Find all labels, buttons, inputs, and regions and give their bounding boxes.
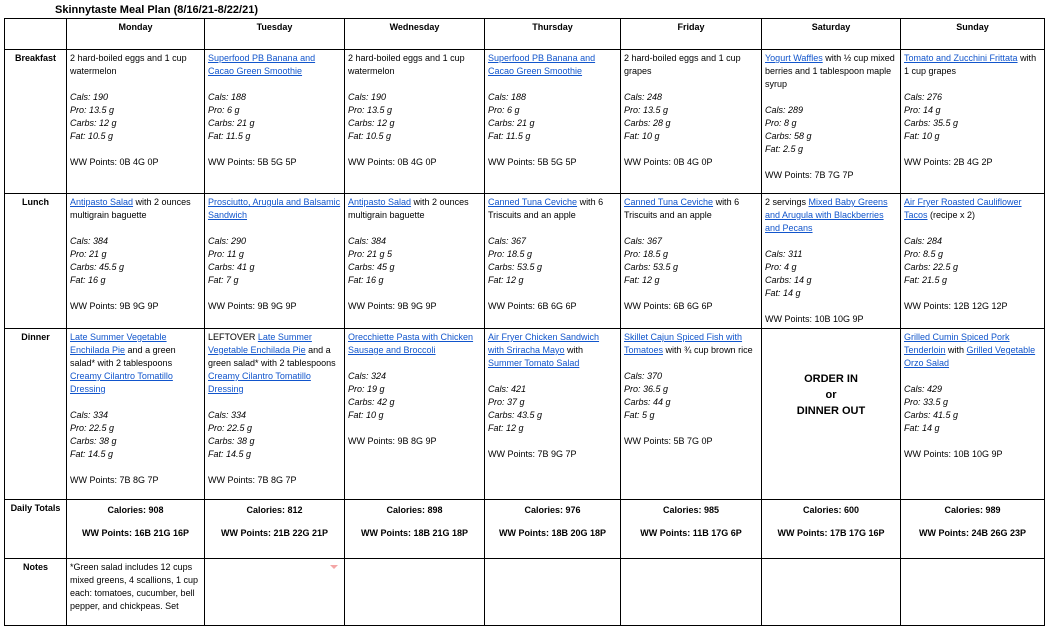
dinner-description xyxy=(904,331,1041,370)
day-header-thursday[interactable]: Thursday xyxy=(485,19,621,50)
breakfast-row xyxy=(5,50,1045,194)
lunch-cell-wednesday[interactable] xyxy=(345,194,485,329)
meal-text: with 6 Triscuits and an apple xyxy=(624,197,740,220)
dinner-description xyxy=(348,331,481,357)
nutrition-cals: Cals: 289 xyxy=(765,105,804,115)
recipe-link[interactable]: Antipasto Salad xyxy=(348,197,412,207)
totals-cell-thursday[interactable] xyxy=(485,500,621,559)
breakfast-cell-tuesday[interactable] xyxy=(205,50,345,194)
recipe-link[interactable]: Creamy Cilantro Tomatillo Dressing xyxy=(70,371,173,394)
nutrition-carbs: Carbs: 38 g xyxy=(70,436,117,446)
meal-text: 2 hard-boiled eggs and 1 cup grapes xyxy=(624,53,741,76)
nutrition-pro: Pro: 14 g xyxy=(904,105,941,115)
recipe-link[interactable]: Summer Tomato Salad xyxy=(488,358,580,368)
totals-cell-wednesday[interactable] xyxy=(345,500,485,559)
spacer xyxy=(488,143,617,156)
meal-text: with 1 cup grapes xyxy=(904,53,1037,76)
nutrition-carbs: Carbs: 12 g xyxy=(348,118,395,128)
meal-text: LEFTOVER xyxy=(208,332,258,342)
dinner-cell-saturday[interactable] xyxy=(762,329,901,500)
total-ww-points: WW Points: 18B 21G 18P xyxy=(360,528,469,538)
dinner-description xyxy=(624,331,758,357)
nutrition-cals: Cals: 421 xyxy=(488,384,527,394)
nutrition-cals: Cals: 311 xyxy=(765,249,803,259)
notes-cell-monday[interactable] xyxy=(67,559,205,626)
lunch-description xyxy=(348,196,481,222)
spacer xyxy=(904,287,1041,300)
lunch-description xyxy=(208,196,341,222)
lunch-description xyxy=(765,196,897,235)
nutrition-fat: Fat: 14.5 g xyxy=(70,449,114,459)
nutrition-fat: Fat: 10 g xyxy=(624,131,660,141)
nutrition-cals: Cals: 367 xyxy=(488,236,527,246)
nutrition-pro: Pro: 4 g xyxy=(765,262,797,272)
total-calories: Calories: 985 xyxy=(662,505,720,515)
total-calories: Calories: 976 xyxy=(524,505,581,515)
nutrition-cals: Cals: 290 xyxy=(208,236,247,246)
spacer xyxy=(904,370,1041,383)
nutrition-cals: Cals: 384 xyxy=(70,236,109,246)
spacer xyxy=(765,235,897,248)
nutrition-carbs: Carbs: 21 g xyxy=(488,118,535,128)
breakfast-cell-sunday[interactable] xyxy=(901,50,1045,194)
nutrition-carbs: Carbs: 38 g xyxy=(208,436,255,446)
totals-cell-monday[interactable] xyxy=(67,500,205,559)
nutrition-fat: Fat: 10.5 g xyxy=(348,131,392,141)
nutrition-pro: Pro: 19 g xyxy=(348,384,385,394)
meal-text: with 6 Triscuits and an apple xyxy=(488,197,604,220)
ww-points: WW Points: 5B 7G 0P xyxy=(624,436,713,446)
total-ww-points: WW Points: 21B 22G 21P xyxy=(220,528,329,538)
lunch-cell-sunday[interactable] xyxy=(901,194,1045,329)
spacer xyxy=(488,370,617,383)
ww-points: WW Points: 10B 10G 9P xyxy=(765,314,864,324)
recipe-link[interactable]: Mixed Baby Greens and Arugula with Blackberries and Pecans xyxy=(765,197,888,233)
nutrition-pro: Pro: 13.5 g xyxy=(348,105,393,115)
spacer xyxy=(348,143,481,156)
nutrition-cals: Cals: 190 xyxy=(348,92,387,102)
dinner-row xyxy=(5,329,1045,500)
nutrition-fat: Fat: 14 g xyxy=(765,288,801,298)
meal-text: 2 hard-boiled eggs and 1 cup watermelon xyxy=(70,53,187,76)
totals-cell-tuesday[interactable] xyxy=(205,500,345,559)
nutrition-fat: Fat: 10 g xyxy=(904,131,940,141)
dinner-description xyxy=(488,331,617,370)
dinner-special-line: DINNER OUT xyxy=(796,405,866,417)
spacer xyxy=(624,422,758,435)
spacer xyxy=(624,78,758,91)
totals-row xyxy=(5,500,1045,559)
meal-plan-table xyxy=(4,18,1045,626)
spacer xyxy=(488,435,617,448)
nutrition-pro: Pro: 18.5 g xyxy=(488,249,533,259)
meal-text: (recipe x 2) xyxy=(927,210,976,220)
recipe-link[interactable]: Late Summer Vegetable Enchilada Pie xyxy=(70,332,167,355)
total-ww-points: WW Points: 18B 20G 18P xyxy=(498,528,607,538)
spacer xyxy=(208,287,341,300)
nutrition-fat: Fat: 11.5 g xyxy=(208,131,251,141)
spacer xyxy=(348,222,481,235)
nutrition-carbs: Carbs: 53.5 g xyxy=(624,262,679,272)
spacer xyxy=(70,222,201,235)
spacer xyxy=(904,222,1041,235)
dinner-cell-tuesday[interactable] xyxy=(205,329,345,500)
notes-cell-friday[interactable] xyxy=(621,559,762,626)
nutrition-pro: Pro: 33.5 g xyxy=(904,397,949,407)
nutrition-cals: Cals: 370 xyxy=(624,371,663,381)
nutrition-pro: Pro: 8 g xyxy=(765,118,797,128)
dinner-description xyxy=(70,331,201,396)
nutrition-fat: Fat: 11.5 g xyxy=(488,131,531,141)
dinner-cell-friday[interactable] xyxy=(621,329,762,500)
lunch-description xyxy=(488,196,617,222)
spacer xyxy=(624,357,758,370)
nutrition-pro: Pro: 22.5 g xyxy=(208,423,253,433)
spacer xyxy=(348,78,481,91)
ww-points: WW Points: 0B 4G 0P xyxy=(624,157,713,167)
nutrition-pro: Pro: 37 g xyxy=(488,397,525,407)
dinner-cell-wednesday[interactable] xyxy=(345,329,485,500)
breakfast-cell-saturday[interactable] xyxy=(762,50,901,194)
nutrition-carbs: Carbs: 35.5 g xyxy=(904,118,959,128)
recipe-link[interactable]: Late Summer Vegetable Enchilada Pie xyxy=(208,332,312,355)
day-header-wednesday[interactable]: Wednesday xyxy=(345,19,485,50)
meal-text: with 2 ounces multigrain baguette xyxy=(70,197,191,220)
row-label-lunch[interactable]: Lunch xyxy=(5,194,67,329)
dropdown-handle-icon[interactable] xyxy=(330,565,338,569)
recipe-link[interactable]: Grilled Cumin Spiced Pork Tenderloin xyxy=(904,332,1010,355)
ww-points: WW Points: 7B 7G 7P xyxy=(765,170,854,180)
meal-text: with xyxy=(945,345,967,355)
breakfast-description xyxy=(488,52,617,78)
nutrition-cals: Cals: 334 xyxy=(208,410,247,420)
total-ww-points: WW Points: 11B 17G 6P xyxy=(640,528,742,538)
nutrition-carbs: Carbs: 58 g xyxy=(765,131,812,141)
ww-points: WW Points: 0B 4G 0P xyxy=(70,157,159,167)
spacer xyxy=(765,300,897,313)
ww-points: WW Points: 6B 6G 6P xyxy=(488,301,577,311)
recipe-link[interactable]: Orecchiette Pasta with Chicken Sausage and Broccoli xyxy=(348,332,474,355)
notes-cell-thursday[interactable] xyxy=(485,559,621,626)
recipe-link[interactable]: Antipasto Salad xyxy=(70,197,134,207)
spacer xyxy=(904,143,1041,156)
ww-points: WW Points: 7B 9G 7P xyxy=(488,449,577,459)
spacer xyxy=(348,422,481,435)
nutrition-fat: Fat: 5 g xyxy=(624,410,655,420)
recipe-link[interactable]: Tomato and Zucchini Frittata xyxy=(904,53,1018,63)
ww-points: WW Points: 6B 6G 6P xyxy=(624,301,713,311)
corner-cell[interactable] xyxy=(5,19,67,50)
day-header-tuesday[interactable]: Tuesday xyxy=(205,19,345,50)
recipe-link[interactable]: Prosciutto, Arugula and Balsamic Sandwich xyxy=(208,197,341,220)
nutrition-cals: Cals: 190 xyxy=(70,92,109,102)
nutrition-fat: Fat: 12 g xyxy=(624,275,660,285)
ww-points: WW Points: 7B 8G 7P xyxy=(208,475,297,485)
nutrition-carbs: Carbs: 45.5 g xyxy=(70,262,125,272)
breakfast-cell-monday[interactable] xyxy=(67,50,205,194)
day-header-saturday[interactable]: Saturday xyxy=(762,19,901,50)
spacer xyxy=(70,396,201,409)
ww-points: WW Points: 9B 9G 9P xyxy=(208,301,297,311)
meal-text: and a green salad* with 2 tablespoons xyxy=(70,345,176,368)
spacer xyxy=(488,222,617,235)
total-calories: Calories: 989 xyxy=(944,505,1001,515)
nutrition-pro: Pro: 6 g xyxy=(208,105,240,115)
spacer xyxy=(208,396,341,409)
nutrition-fat: Fat: 10.5 g xyxy=(70,131,114,141)
nutrition-carbs: Carbs: 41 g xyxy=(208,262,255,272)
nutrition-pro: Pro: 21 g xyxy=(70,249,107,259)
lunch-description xyxy=(904,196,1041,222)
totals-cell-saturday[interactable] xyxy=(762,500,901,559)
nutrition-cals: Cals: 188 xyxy=(488,92,527,102)
ww-points: WW Points: 12B 12G 12P xyxy=(904,301,1008,311)
recipe-link[interactable]: Creamy Cilantro Tomatillo Dressing xyxy=(208,371,311,394)
lunch-cell-tuesday[interactable] xyxy=(205,194,345,329)
notes-cell-saturday[interactable] xyxy=(762,559,901,626)
meal-text: with ¾ cup brown rice xyxy=(663,345,753,355)
dinner-cell-monday[interactable] xyxy=(67,329,205,500)
spacer xyxy=(765,91,897,104)
breakfast-cell-thursday[interactable] xyxy=(485,50,621,194)
spacer xyxy=(70,287,201,300)
nutrition-carbs: Carbs: 43.5 g xyxy=(488,410,543,420)
spacer xyxy=(904,435,1041,448)
nutrition-pro: Pro: 13.5 g xyxy=(70,105,115,115)
nutrition-fat: Fat: 12 g xyxy=(488,275,524,285)
nutrition-pro: Pro: 13.5 g xyxy=(624,105,669,115)
recipe-link[interactable]: Air Fryer Chicken Sandwich with Sriracha Mayo xyxy=(488,332,600,355)
spacer xyxy=(208,222,341,235)
nutrition-cals: Cals: 367 xyxy=(624,236,663,246)
recipe-link[interactable]: Superfood PB Banana and Cacao Green Smoothie xyxy=(488,53,596,76)
spacer xyxy=(488,287,617,300)
spacer xyxy=(765,156,897,169)
nutrition-pro: Pro: 21 g 5 xyxy=(348,249,393,259)
spacer xyxy=(488,78,617,91)
day-header-monday[interactable]: Monday xyxy=(67,19,205,50)
nutrition-pro: Pro: 11 g xyxy=(208,249,244,259)
nutrition-carbs: Carbs: 41.5 g xyxy=(904,410,959,420)
lunch-cell-saturday[interactable] xyxy=(762,194,901,329)
lunch-description xyxy=(624,196,758,222)
spacer xyxy=(348,357,481,370)
lunch-row xyxy=(5,194,1045,329)
spacer xyxy=(70,78,201,91)
spacer xyxy=(208,78,341,91)
header-row xyxy=(5,19,1045,50)
ww-points: WW Points: 9B 9G 9P xyxy=(70,301,159,311)
recipe-link[interactable]: Skillet Cajun Spiced Fish with Tomatoes xyxy=(624,332,743,355)
nutrition-cals: Cals: 248 xyxy=(624,92,663,102)
dinner-special-line: ORDER IN xyxy=(804,373,858,385)
dinner-special-line: or xyxy=(825,389,837,401)
meal-text: with ½ cup mixed berries and 1 tablespoon maple syrup xyxy=(765,53,895,89)
notes-row xyxy=(5,559,1045,626)
spacer xyxy=(904,78,1041,91)
nutrition-fat: Fat: 21.5 g xyxy=(904,275,948,285)
notes-cell-tuesday[interactable] xyxy=(205,559,345,626)
dinner-description xyxy=(208,331,341,396)
row-label-breakfast[interactable]: Breakfast xyxy=(5,50,67,194)
meal-text: and a green salad* with 2 tablespoons xyxy=(208,345,336,368)
nutrition-cals: Cals: 276 xyxy=(904,92,943,102)
recipe-link[interactable]: Canned Tuna Ceviche xyxy=(488,197,578,207)
nutrition-fat: Fat: 14.5 g xyxy=(208,449,252,459)
recipe-link[interactable]: Grilled Vegetable Orzo Salad xyxy=(904,345,1036,368)
spacer xyxy=(208,143,341,156)
recipe-link[interactable]: Superfood PB Banana and Cacao Green Smoothie xyxy=(208,53,316,76)
notes-cell-sunday[interactable] xyxy=(901,559,1045,626)
ww-points: WW Points: 5B 5G 5P xyxy=(488,157,577,167)
breakfast-description xyxy=(765,52,897,91)
spacer xyxy=(208,461,341,474)
breakfast-description xyxy=(904,52,1041,78)
totals-cell-sunday[interactable] xyxy=(901,500,1045,559)
nutrition-pro: Pro: 18.5 g xyxy=(624,249,669,259)
day-header-friday[interactable]: Friday xyxy=(621,19,762,50)
nutrition-carbs: Carbs: 28 g xyxy=(624,118,671,128)
breakfast-cell-friday[interactable] xyxy=(621,50,762,194)
page-title: Skinnytaste Meal Plan (8/16/21-8/22/21) xyxy=(55,4,258,16)
spacer xyxy=(624,287,758,300)
total-calories: Calories: 600 xyxy=(802,505,860,515)
meal-text: with xyxy=(564,345,584,355)
breakfast-description xyxy=(348,52,481,78)
ww-points: WW Points: 0B 4G 0P xyxy=(348,157,437,167)
nutrition-carbs: Carbs: 53.5 g xyxy=(488,262,543,272)
lunch-cell-monday[interactable] xyxy=(67,194,205,329)
ww-points: WW Points: 2B 4G 2P xyxy=(904,157,993,167)
dinner-cell-sunday[interactable] xyxy=(901,329,1045,500)
dinner-special-text xyxy=(765,331,897,419)
nutrition-pro: Pro: 8.5 g xyxy=(904,249,944,259)
breakfast-description xyxy=(624,52,758,78)
ww-points: WW Points: 5B 5G 5P xyxy=(208,157,297,167)
nutrition-fat: Fat: 7 g xyxy=(208,275,239,285)
dinner-cell-thursday[interactable] xyxy=(485,329,621,500)
meal-text: 2 hard-boiled eggs and 1 cup watermelon xyxy=(348,53,465,76)
nutrition-carbs: Carbs: 22.5 g xyxy=(904,262,959,272)
nutrition-pro: Pro: 36.5 g xyxy=(624,384,669,394)
notes-cell-wednesday[interactable] xyxy=(345,559,485,626)
nutrition-pro: Pro: 6 g xyxy=(488,105,520,115)
lunch-description xyxy=(70,196,201,222)
total-ww-points: WW Points: 17B 17G 16P xyxy=(777,528,885,538)
nutrition-fat: Fat: 2.5 g xyxy=(765,144,804,154)
nutrition-cals: Cals: 324 xyxy=(348,371,387,381)
day-header-sunday[interactable]: Sunday xyxy=(901,19,1045,50)
nutrition-cals: Cals: 284 xyxy=(904,236,943,246)
notes-text: *Green salad includes 12 cups mixed greens, 4 scallions, 1 cup each: tomatoes, cucumber, bell pepper, and chickpeas. Set xyxy=(70,562,199,611)
nutrition-carbs: Carbs: 14 g xyxy=(765,275,812,285)
lunch-cell-friday[interactable] xyxy=(621,194,762,329)
nutrition-carbs: Carbs: 12 g xyxy=(70,118,117,128)
nutrition-cals: Cals: 384 xyxy=(348,236,387,246)
nutrition-cals: Cals: 334 xyxy=(70,410,109,420)
breakfast-description xyxy=(208,52,341,78)
spacer xyxy=(624,222,758,235)
nutrition-cals: Cals: 429 xyxy=(904,384,943,394)
spacer xyxy=(70,143,201,156)
row-label-notes[interactable]: Notes xyxy=(5,559,67,626)
total-calories: Calories: 812 xyxy=(246,505,303,515)
ww-points: WW Points: 9B 8G 9P xyxy=(348,436,437,446)
row-label-dinner[interactable]: Dinner xyxy=(5,329,67,500)
spacer xyxy=(70,461,201,474)
nutrition-cals: Cals: 188 xyxy=(208,92,247,102)
ww-points: WW Points: 10B 10G 9P xyxy=(904,449,1003,459)
nutrition-carbs: Carbs: 42 g xyxy=(348,397,395,407)
nutrition-fat: Fat: 16 g xyxy=(70,275,106,285)
breakfast-description xyxy=(70,52,201,78)
meal-text: with 2 ounces multigrain baguette xyxy=(348,197,469,220)
nutrition-fat: Fat: 14 g xyxy=(904,423,940,433)
lunch-cell-thursday[interactable] xyxy=(485,194,621,329)
breakfast-cell-wednesday[interactable] xyxy=(345,50,485,194)
nutrition-carbs: Carbs: 45 g xyxy=(348,262,395,272)
nutrition-carbs: Carbs: 21 g xyxy=(208,118,255,128)
recipe-link[interactable]: Canned Tuna Ceviche xyxy=(624,197,714,207)
ww-points: WW Points: 7B 8G 7P xyxy=(70,475,159,485)
spacer xyxy=(624,143,758,156)
nutrition-fat: Fat: 12 g xyxy=(488,423,524,433)
nutrition-fat: Fat: 10 g xyxy=(348,410,384,420)
row-label-totals[interactable]: Daily Totals xyxy=(5,500,67,559)
meal-text: 2 servings xyxy=(765,197,809,207)
spacer xyxy=(348,287,481,300)
ww-points: WW Points: 9B 9G 9P xyxy=(348,301,437,311)
total-calories: Calories: 908 xyxy=(107,505,164,515)
nutrition-pro: Pro: 22.5 g xyxy=(70,423,115,433)
recipe-link[interactable]: Yogurt Waffles xyxy=(765,53,823,63)
nutrition-carbs: Carbs: 44 g xyxy=(624,397,671,407)
total-ww-points: WW Points: 24B 26G 23P xyxy=(918,528,1027,538)
nutrition-fat: Fat: 16 g xyxy=(348,275,384,285)
recipe-link[interactable]: Air Fryer Roasted Cauliflower Tacos xyxy=(904,197,1022,220)
total-ww-points: WW Points: 16B 21G 16P xyxy=(81,528,190,538)
total-calories: Calories: 898 xyxy=(386,505,443,515)
totals-cell-friday[interactable] xyxy=(621,500,762,559)
